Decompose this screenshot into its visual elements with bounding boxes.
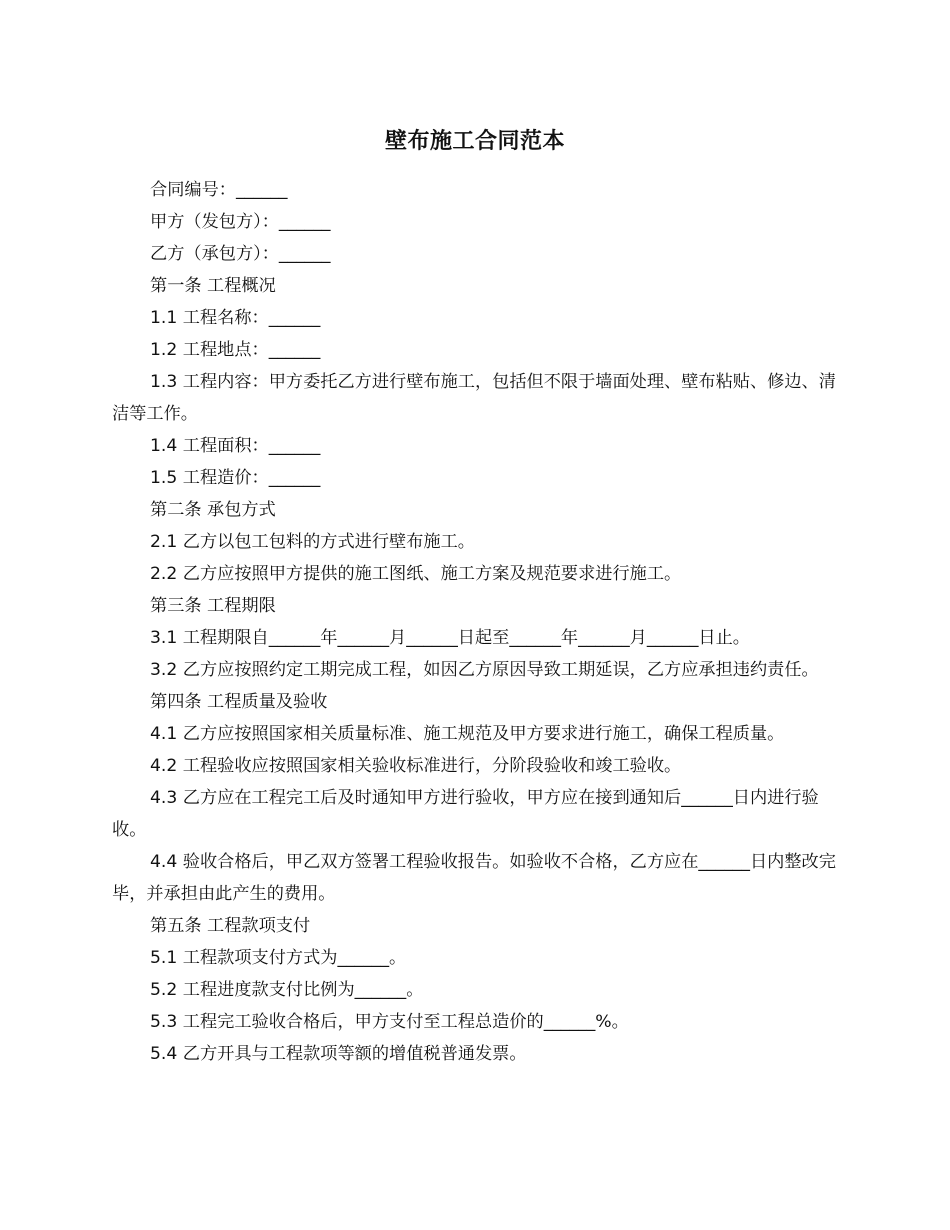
clause-1-1: 1.1 工程名称：______ <box>150 308 321 328</box>
document-body <box>112 174 838 1070</box>
clause-4-2: 4.2 工程验收应按照国家相关验收标准进行，分阶段验收和竣工验收。 <box>150 756 682 776</box>
clause-5-3: 5.3 工程完工验收合格后，甲方支付至工程总造价的______%。 <box>150 1012 629 1032</box>
party-a-line: 甲方（发包方）：______ <box>150 212 331 232</box>
clause-1-2: 1.2 工程地点：______ <box>150 340 321 360</box>
section-heading-5: 第五条 工程款项支付 <box>150 916 311 936</box>
section-heading-2: 第二条 承包方式 <box>150 500 276 520</box>
clause-3-1: 3.1 工程期限自______年______月______日起至______年______月______日止。 <box>150 628 750 648</box>
clause-4-1: 4.1 乙方应按照国家相关质量标准、施工规范及甲方要求进行施工，确保工程质量。 <box>150 724 785 744</box>
clause-1-3: 1.3 工程内容：甲方委托乙方进行壁布施工，包括但不限于墙面处理、壁布粘贴、修边、清洁等工作。 <box>112 372 836 424</box>
clause-4-4: 4.4 验收合格后，甲乙双方签署工程验收报告。如验收不合格，乙方应在______日内整改完毕，并承担由此产生的费用。 <box>112 852 836 904</box>
clause-3-2: 3.2 乙方应按照约定工期完成工程，如因乙方原因导致工期延误，乙方应承担违约责任。 <box>150 660 819 680</box>
contract-number-line: 合同编号：______ <box>150 180 288 200</box>
clause-5-1: 5.1 工程款项支付方式为______。 <box>150 948 407 968</box>
party-b-line: 乙方（承包方）：______ <box>150 244 331 264</box>
clause-4-3: 4.3 乙方应在工程完工后及时通知甲方进行验收，甲方应在接到通知后______日内进行验收。 <box>112 788 819 840</box>
clause-1-5: 1.5 工程造价：______ <box>150 468 321 488</box>
document-title: 壁布施工合同范本 <box>384 129 565 154</box>
section-heading-3: 第三条 工程期限 <box>150 596 276 616</box>
section-heading-4: 第四条 工程质量及验收 <box>150 692 328 712</box>
clause-2-1: 2.1 乙方以包工包料的方式进行壁布施工。 <box>150 532 475 552</box>
clause-2-2: 2.2 乙方应按照甲方提供的施工图纸、施工方案及规范要求进行施工。 <box>150 564 682 584</box>
clause-5-4: 5.4 乙方开具与工程款项等额的增值税普通发票。 <box>150 1044 527 1064</box>
clause-1-4: 1.4 工程面积：______ <box>150 436 321 456</box>
section-heading-1: 第一条 工程概况 <box>150 276 276 296</box>
clause-5-2: 5.2 工程进度款支付比例为______。 <box>150 980 424 1000</box>
